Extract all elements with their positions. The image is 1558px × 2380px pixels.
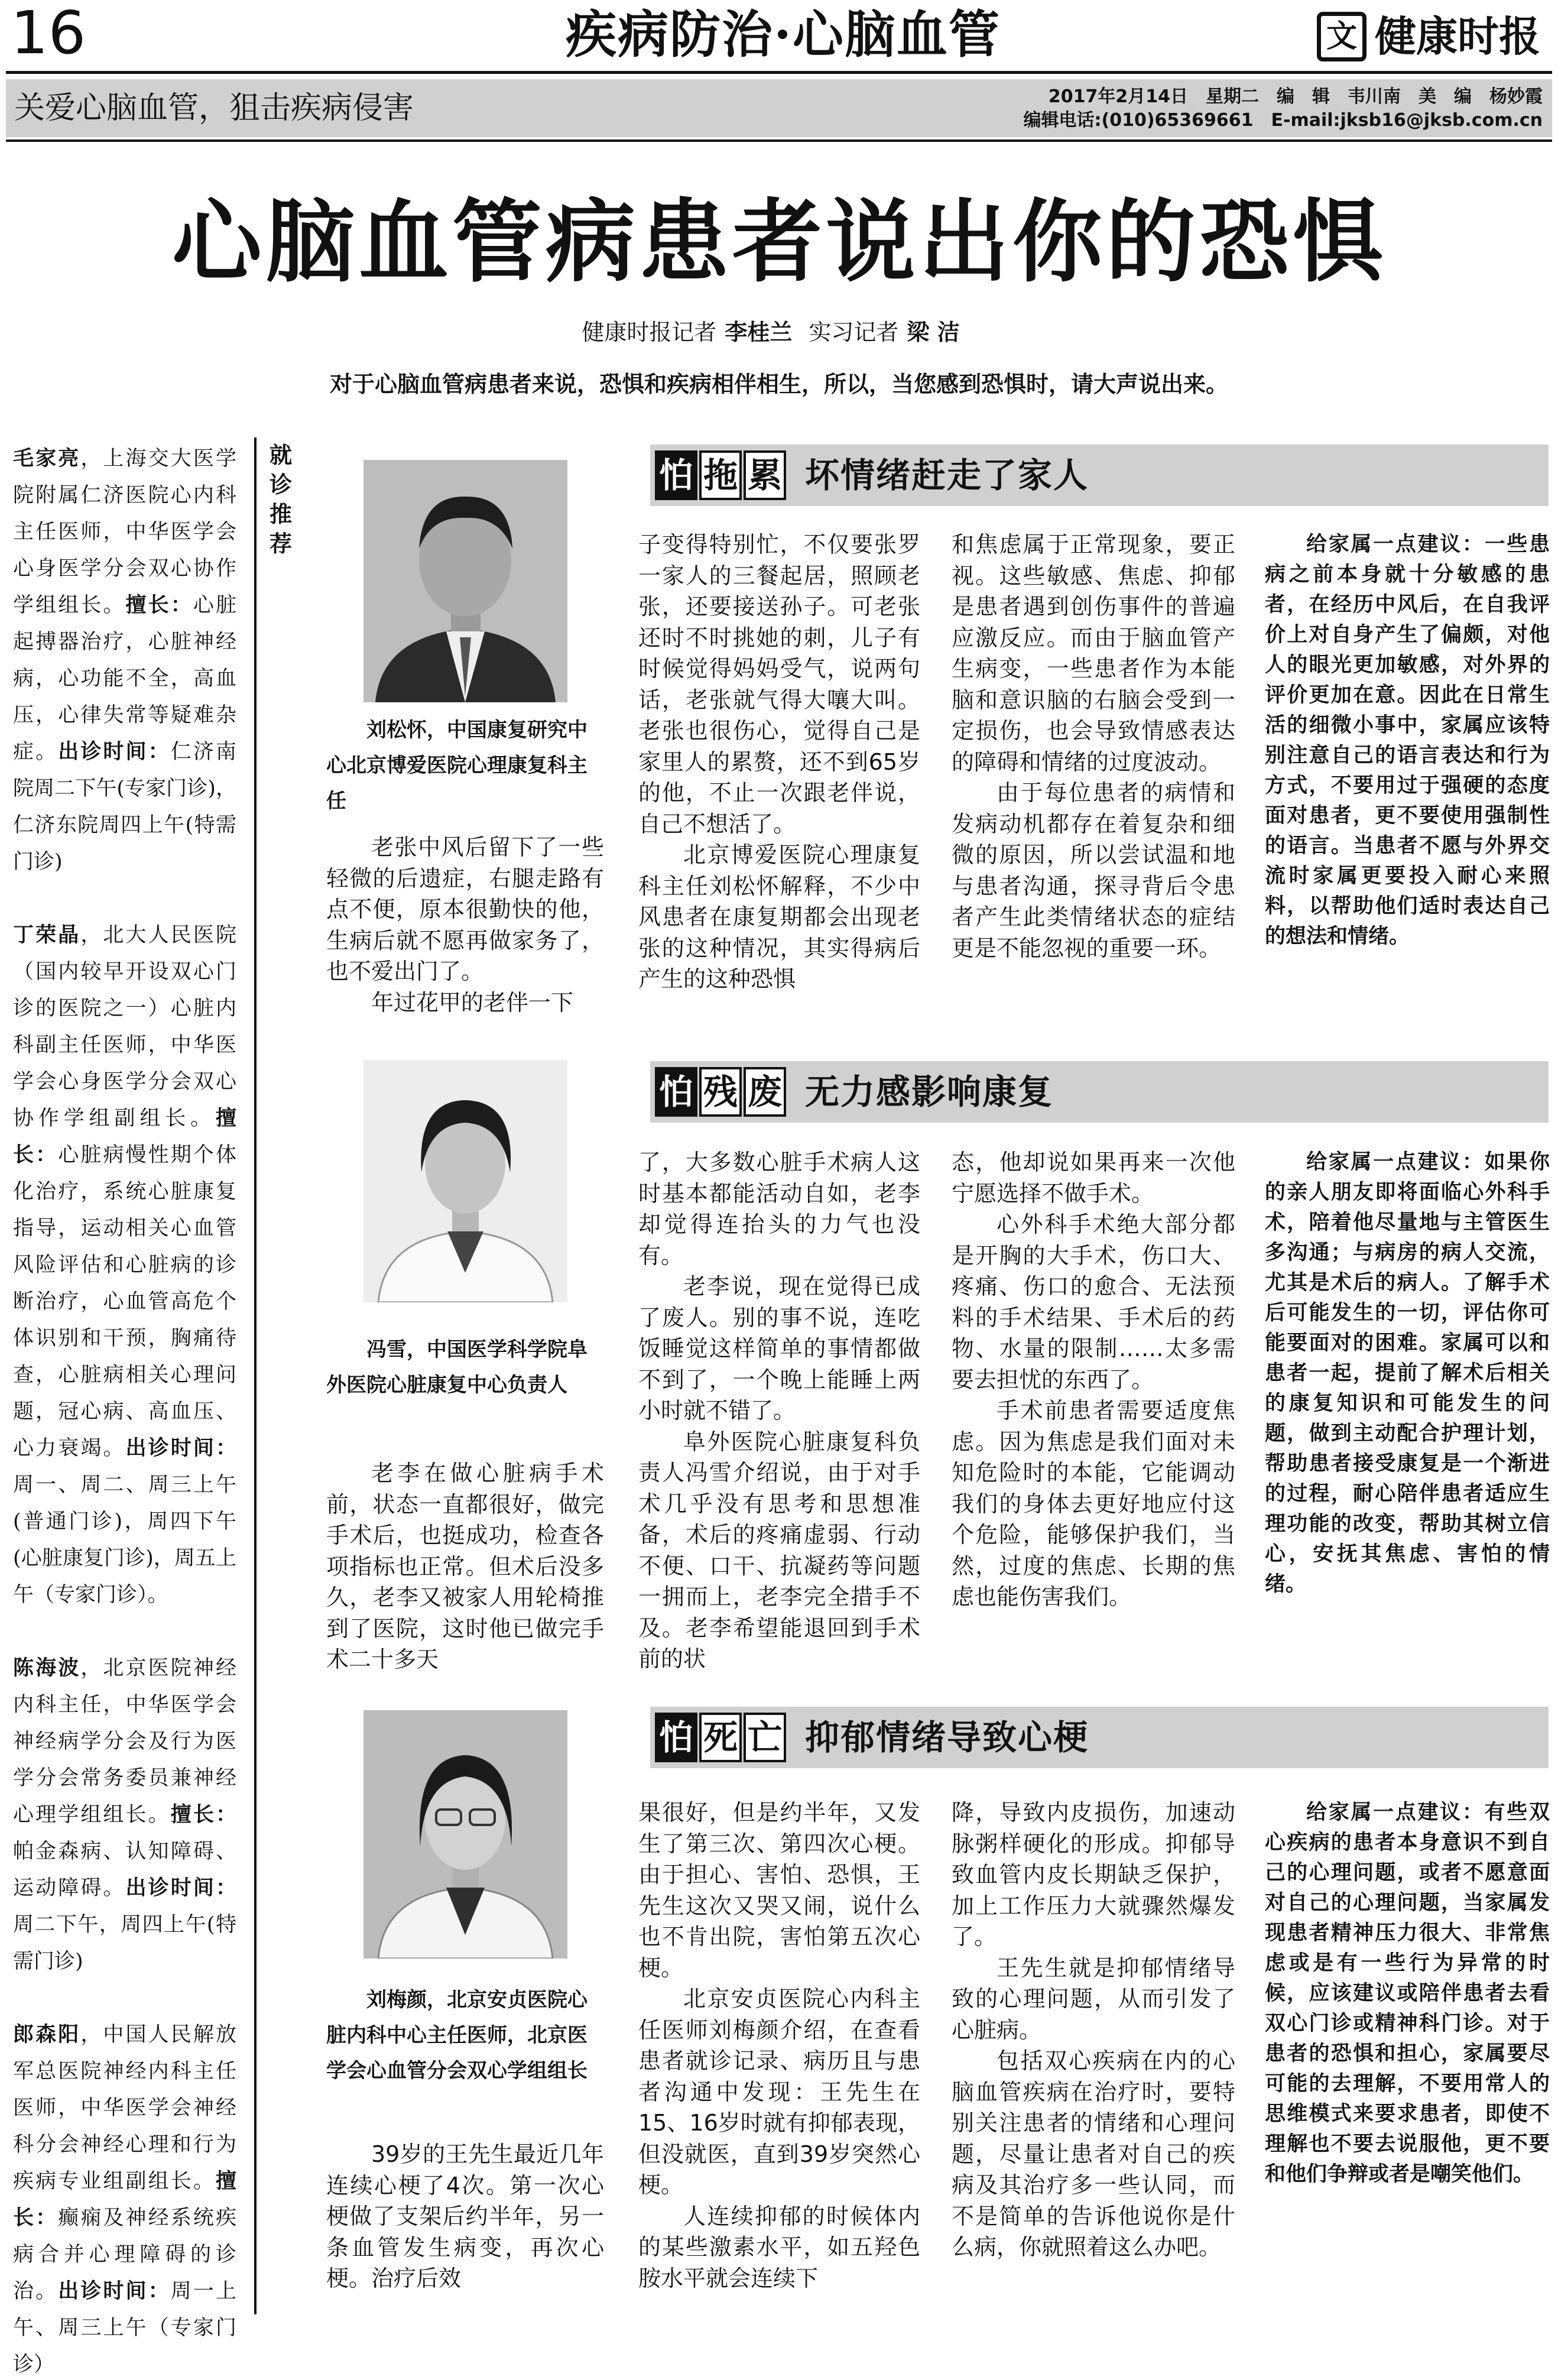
advice-text: 一些患病之前本身就十分敏感的患者，在经历中风后，在自我评价上对自身产生了偏颇，对他人的眼光更加敏感，对外界的评价更加在意。因此在日常生活的细微小事中，家属应该特别注意自己的语言表达和行为方式，不要用过于强硬的态度面对患者，更不要使用强制性的语言。当患者不愿与外界交流时家属更要投入耐心来照料，以帮助他们适时表达自己的想法和情绪。	[1265, 532, 1550, 948]
time-label: 出诊时间：	[125, 1436, 236, 1460]
logo-mark-icon: 文	[1317, 12, 1367, 61]
doctor-skill: 癫痫及神经系统疾病合并心理障碍的诊治。	[13, 2206, 236, 2303]
doctor-entry	[13, 917, 236, 1613]
recommend-tag: 就诊推荐	[269, 442, 292, 557]
portrait-male-icon	[363, 460, 567, 702]
paragraph: 王先生就是抑郁情绪导致的心理问题，从而引发了心脏病。	[952, 1954, 1235, 2043]
keyword-char: 亡	[744, 1713, 786, 1762]
paragraph: 老李说，现在觉得已成了废人。别的事不说，连吃饭睡觉这样简单的事情都做不到了，一个晚上能睡上两小时就不错了。	[638, 1273, 920, 1424]
article-column	[952, 529, 1235, 964]
advice-label: 给家属一点建议：	[1306, 532, 1485, 556]
page-number: 16	[11, 0, 86, 67]
byline-name: 梁 洁	[907, 319, 960, 345]
paragraph: 了，大多数心脏手术病人这时基本都能活动自如，老李却觉得连抬头的力气也没有。	[638, 1149, 920, 1269]
keyword-boxes	[655, 450, 786, 500]
section-header-1	[650, 445, 1549, 506]
family-advice	[1265, 529, 1550, 951]
keyword-char: 死	[699, 1713, 742, 1762]
photo-caption: 刘松怀，中国康复研究中心北京博爱医院心理康复科主任	[326, 718, 588, 813]
paragraph: 北京安贞医院心内科主任医师刘梅颜介绍，在查看患者就诊记录、病历且与患者沟通中发现：王先生在15、16岁时就有抑郁表现，但没就医，直到39岁突然心梗。	[638, 1986, 920, 2198]
byline-name: 李桂兰	[725, 319, 793, 345]
doctor-time: 仁济南院周二下午(专家门诊)，仁济东院周四上午(特需门诊)	[13, 740, 236, 874]
doctor-time: 周一上午、周三上午（专家门诊）	[13, 2280, 236, 2376]
byline-role: 健康时报记者	[582, 319, 717, 345]
newspaper-logo	[1317, 9, 1540, 64]
photo-caption: 刘梅颜，北京安贞医院心脏内科中心主任医师，北京医学会心血管分会双心学组组长	[326, 1988, 588, 2083]
skill-label: 擅长：	[13, 2169, 236, 2230]
advice-label: 给家属一点建议：	[1306, 1150, 1485, 1174]
section-header-3	[650, 1707, 1549, 1768]
header-rule-bottom	[6, 140, 1552, 142]
doctor-name: 郎森阳	[13, 2022, 81, 2047]
paragraph: 人连续抑郁的时候体内的某些激素水平，如五羟色胺水平就会连续下	[638, 2203, 920, 2291]
skill-label: 擅长：	[13, 1106, 236, 1167]
family-advice	[1265, 1147, 1550, 1599]
keyword-char: 拖	[699, 450, 742, 500]
doctor-name: 陈海波	[13, 1656, 81, 1680]
contact-line: 编辑电话:(010)65369661 E-mail:jksb16@jksb.com.cn	[1023, 110, 1543, 131]
article-column	[326, 832, 604, 1018]
advice-text: 如果你的亲人朋友即将面临心外科手术，陪着他尽量地与主管医生多沟通；与病房的病人交流，尤其是术后的病人。了解手术后可能发生的一切，评估你可能要面对的困难。家属可以和患者一起，提前了解术后相关的康复知识和可能发生的问题，做到主动配合护理计划，帮助患者接受康复是一个渐进的过程，耐心陪伴患者适应生理功能的改变，帮助其树立信心，安抚其焦虑、害怕的情绪。	[1265, 1150, 1550, 1596]
doctor-intro: ，上海交大医学院附属仁济医院心内科主任医师，中华医学会心身医学分会双心协作学组组长。	[13, 447, 236, 617]
portrait-female-glasses-icon	[363, 1710, 567, 1959]
doctor-time: 周一、周二、周三上午(普通门诊)，周四下午(心脏康复门诊)，周五上午（专家门诊）。	[13, 1473, 236, 1607]
article-column	[952, 1797, 1235, 2263]
doctor-skill: 心脏起搏器治疗，心脏神经病，心功能不全，高血压，心律失常等疑难杂症。	[13, 594, 236, 764]
paragraph: 老张中风后留下了一些轻微的后遗症，右腿走路有点不便，原本很勤快的他，生病后就不愿再做家务了，也不爱出门了。	[326, 834, 604, 984]
paragraph: 北京博爱医院心理康复科主任刘松怀解释，不少中风患者在康复期都会出现老张的这种情况，其实得病后产生的这种恐惧	[638, 842, 920, 992]
paragraph: 果很好，但是约半年，又发生了第三次、第四次心梗。由于担心、害怕、恐惧，王先生这次又哭又闹，说什么也不肯出院，害怕第五次心梗。	[638, 1799, 920, 1981]
doctor-skill: 帕金森病、认知障碍、运动障碍。	[13, 1840, 236, 1900]
keyword-char: 怕	[655, 1067, 697, 1117]
advice-text: 有些双心疾病的患者本身意识不到自己的心理问题，或者不愿意面对自己的心理问题，当家属发现患者精神压力很大、非常焦虑或是有一些行为异常的时候，应该建议或陪伴患者去看双心门诊或精神科门诊。对于患者的恐惧和担心，家属要尽可能的去理解，不要用常人的思维模式来要求患者，即使不理解也不要去说服他，更不要和他们争辩或者是嘲笑他们。	[1265, 1800, 1550, 2186]
paragraph: 阜外医院心脏康复科负责人冯雪介绍说，由于对手术几乎没有思考和思想准备，术后的疼痛虚弱、行动不便、口干、抗凝药等问题一拥而上，老李完全措手不及。老李希望能退回到手术前的状	[638, 1428, 920, 1672]
page-slogan: 关爱心脑血管，狙击疾病侵害	[14, 90, 414, 126]
keyword-boxes	[655, 1067, 786, 1117]
keyword-char: 废	[744, 1067, 786, 1117]
keyword-char: 残	[699, 1067, 742, 1117]
doctor-entry	[13, 440, 236, 880]
keyword-char: 怕	[655, 1713, 697, 1762]
article-column	[326, 2139, 604, 2294]
article-column	[638, 1147, 920, 1675]
article-column	[638, 1797, 920, 2294]
paragraph: 包括双心疾病在内的心脑血管疾病在治疗时，要特别关注患者的情绪和心理问题，尽量让患者对自己的疾病及其治疗多一些认同，而不是简单的告诉他说你是什么病，你就照着这么办吧。	[952, 2048, 1235, 2260]
paragraph: 年过花甲的老伴一下	[371, 989, 574, 1016]
paragraph: 手术前患者需要适度焦虑。因为焦虑是我们面对未知危险时的本能，它能调动我们的身体去更好地应付这个危险，能够保护我们，当然，过度的焦虑、长期的焦虑也能伤害我们。	[952, 1397, 1235, 1610]
section-title-text: 抑郁情绪导致心梗	[805, 1717, 1089, 1758]
doctor-skill: 心脏病慢性期个体化治疗，系统心脏康复指导，运动相关心血管风险评估和心脏病的诊断治疗，心血管高危个体识别和干预，胸痛待查，心脏病相关心理问题，冠心病、高血压、心力衰竭。	[13, 1143, 236, 1460]
paragraph: 心外科手术绝大部分都是开胸的大手术，伤口大、疼痛、伤口的愈合、无法预料的手术结果、手术后的药物、水量的限制……太多需要去担忧的东西了。	[952, 1211, 1235, 1393]
headline: 心脑血管病患者说出你的恐惧	[172, 189, 1386, 294]
photo-caption: 冯雪，中国医学科学院阜外医院心脏康复中心负责人	[326, 1338, 588, 1397]
article-column	[952, 1147, 1235, 1613]
keyword-char: 累	[744, 450, 786, 500]
doctor-time: 周二下午，周四上午(特需门诊)	[13, 1913, 236, 1973]
keyword-char: 怕	[655, 450, 697, 500]
doctor-name: 丁荣晶	[13, 923, 81, 947]
logo-text: 健康时报	[1375, 12, 1540, 61]
keyword-boxes	[655, 1713, 786, 1762]
date-line: 2017年2月14日 星期二 编 辑 韦川南 美 编 杨妙霞	[1048, 86, 1543, 107]
article-column	[326, 1458, 604, 1675]
paragraph: 老李在做心脏病手术前，状态一直都很好，做完手术后，也挺成功，检查各项指标也正常。但术后没多久，老李又被家人用轮椅推到了医院，这时他已做完手术二十多天	[326, 1460, 604, 1672]
paragraph: 由于每位患者的病情和发病动机都存在着复杂和细微的原因，所以尝试温和地与患者沟通，探寻背后令患者产生此类情绪状态的症结更是不能忽视的重要一环。	[952, 780, 1235, 961]
paragraph: 态，他却说如果再来一次他宁愿选择不做手术。	[952, 1149, 1235, 1207]
paragraph: 和焦虑属于正常现象，要正视。这些敏感、焦虑、抑郁是患者遇到创伤事件的普遍应激反应。而由于脑血管产生病变，一些患者作为本能脑和意识脑的右脑会受到一定损伤，也会导致情感表达的障碍和情绪的过度波动。	[952, 531, 1235, 775]
family-advice	[1265, 1797, 1550, 2189]
column-divider	[254, 437, 257, 2314]
doctor-recommendations	[13, 440, 236, 2380]
byline	[0, 319, 1558, 346]
doctor-name: 毛家亮	[13, 446, 81, 471]
section-header-2	[650, 1061, 1549, 1123]
doctor-intro: ，北京医院神经内科主任，中华医学会神经病学分会及行为医学分会常务委员兼神经心理学组组长。	[13, 1656, 236, 1827]
byline-role: 实习记者	[809, 319, 899, 345]
doctor-intro: ，北大人民医院（国内较早开设双心门诊的医院之一）心脏内科副主任医师，中华医学会心身医学分会双心协作学组副组长。	[13, 923, 236, 1130]
time-label: 出诊时间：	[58, 2279, 171, 2303]
time-label: 出诊时间：	[58, 740, 171, 764]
edition-info	[1023, 85, 1543, 132]
article-column	[638, 529, 920, 995]
portrait-female-icon	[363, 1060, 567, 1302]
header-rule	[6, 71, 1552, 74]
advice-label: 给家属一点建议：	[1306, 1800, 1485, 1824]
paragraph: 39岁的王先生最近几年连续心梗了4次。第一次心梗做了支架后约半年，另一条血管发生病变，再次心梗。治疗后效	[326, 2141, 604, 2291]
section-title: 疾病防治·心脑血管	[566, 5, 1001, 64]
lead-paragraph: 对于心脑血管病患者来说，恐惧和疾病相伴相生，所以，当您感到恐惧时，请大声说出来。	[329, 371, 1228, 397]
paragraph: 降，导致内皮损伤，加速动脉粥样硬化的形成。抑郁导致血管内皮长期缺乏保护，加上工作压力大就骤然爆发了。	[952, 1799, 1235, 1950]
doctor-entry	[13, 1650, 236, 1980]
section-title-text: 坏情绪赶走了家人	[805, 455, 1089, 495]
skill-label: 擅长：	[170, 1802, 236, 1827]
paragraph: 子变得特别忙，不仅要张罗一家人的三餐起居，照顾老张，还要接送孙子。可老张还时不时挑她的刺，儿子有时候觉得妈妈受气，说两句话，老张就气得大嚷大叫。老张也很伤心，觉得自己是家里人的累赘，还不到65岁的他，不止一次跟老伴说，自己不想活了。	[638, 531, 920, 837]
section-title-text: 无力感影响康复	[805, 1072, 1054, 1112]
doctor-intro: ，中国人民解放军总医院神经内科主任医师，中华医学会神经科分会神经心理和行为疾病专业组副组长。	[13, 2023, 236, 2193]
skill-label: 擅长：	[125, 593, 193, 617]
time-label: 出诊时间：	[125, 1876, 236, 1900]
doctor-entry	[13, 2016, 236, 2380]
